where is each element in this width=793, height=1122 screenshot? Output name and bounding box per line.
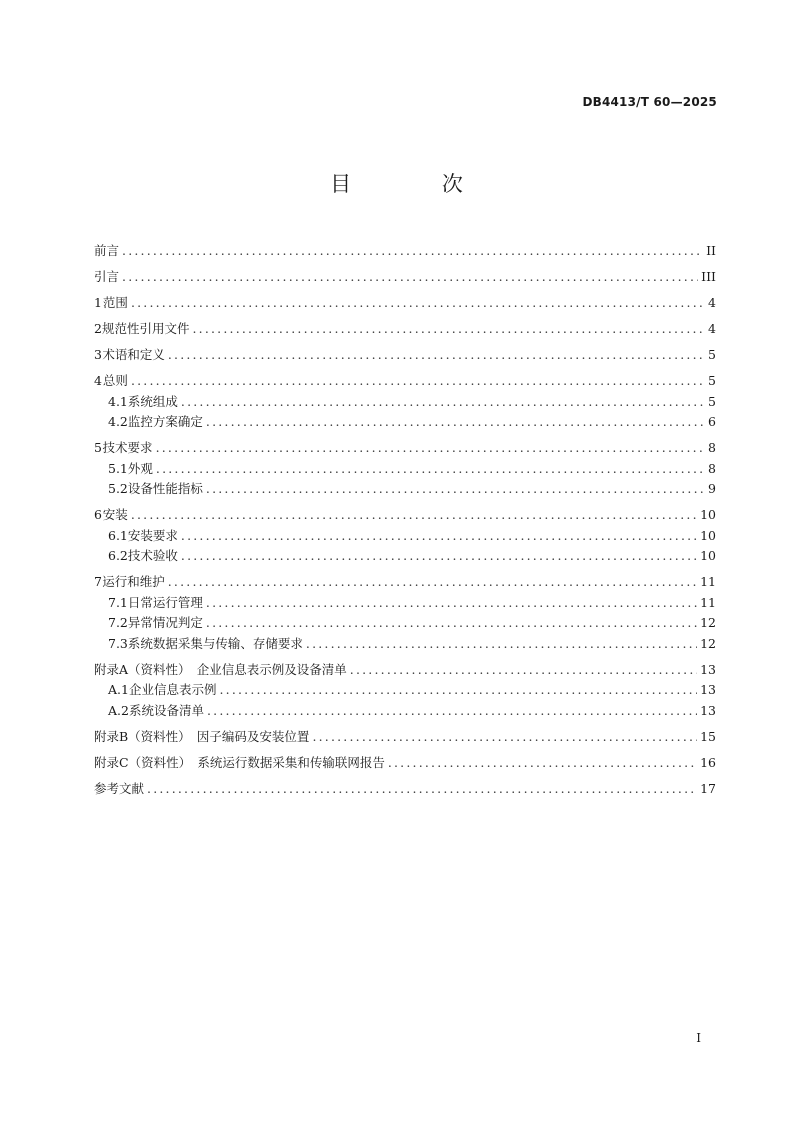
toc-entry[interactable] [94,412,716,433]
toc-entry[interactable] [94,634,716,655]
toc-leader-dots [192,321,705,336]
toc-entry-page: 16 [700,754,716,770]
toc-entry-page: 15 [700,728,716,744]
toc-entry[interactable] [94,701,716,722]
toc-entry[interactable] [94,459,716,480]
toc-entry-label: 监控方案确定 [127,414,203,429]
toc-entry-label: 附录C（资料性） 系统运行数据采集和传输联网报告 [94,754,385,770]
toc-entry-number: 1 [94,295,102,310]
toc-leader-dots [388,755,697,770]
toc-entry-page: 9 [708,481,716,496]
toc-leader-dots [206,414,705,429]
toc-entry-number: 5.2 [108,481,128,496]
toc-entry-label: 设备性能指标 [127,481,203,496]
page-number: I [696,1031,701,1045]
toc-entry-page: 13 [700,702,716,718]
toc-entry-page: 6 [708,414,716,429]
toc-entry-number: 2 [94,321,102,336]
toc-entry[interactable] [94,267,716,288]
toc-entry-label: 技术要求 [102,440,153,455]
toc-entry-number: 3 [94,347,102,362]
toc-entry-label: 附录A（资料性） 企业信息表示例及设备清单 [94,661,347,677]
toc-entry[interactable] [94,241,716,262]
toc-entry-label: 企业信息表示例 [128,682,217,697]
toc-entry-label: 范围 [102,295,128,310]
toc-entry-label: 运行和维护 [102,574,165,589]
toc-entry[interactable] [94,593,716,614]
toc-entry-label: 前言 [94,243,120,258]
toc-entry[interactable] [94,546,716,567]
toc-entry-number: 6.2 [108,548,128,563]
toc-entry-number: 4.2 [108,414,128,429]
toc-entry[interactable] [94,779,716,800]
toc-entry[interactable] [94,727,716,748]
toc-leader-dots [206,595,697,610]
toc-leader-dots [147,781,697,796]
toc-entry-label: 规范性引用文件 [101,321,190,336]
toc-entry-page: 10 [700,507,716,522]
toc-entry-page: 5 [708,373,716,388]
table-of-contents [94,241,716,799]
toc-entry-page: 11 [700,594,716,610]
toc-leader-dots [168,347,705,362]
toc-entry-page: 12 [700,635,716,651]
toc-entry-number: 6.1 [108,527,128,543]
toc-leader-dots [206,481,705,496]
toc-entry-page: 17 [700,780,716,796]
toc-entry-number: 4 [94,373,102,388]
toc-entry[interactable] [94,371,716,392]
toc-entry[interactable] [94,479,716,500]
toc-leader-dots [122,269,698,284]
toc-entry[interactable] [94,438,716,459]
toc-title: 目 次 [330,172,505,196]
toc-entry-label: 技术验收 [127,548,178,563]
toc-entry-number: A.2 [108,702,129,718]
toc-leader-dots [131,295,705,310]
toc-entry-label: 系统数据采集与传输、存储要求 [127,635,303,651]
toc-entry-page: 5 [708,347,716,362]
toc-entry-number: 4.1 [108,393,128,409]
toc-entry[interactable] [94,345,716,366]
document-code: DB4413/T 60—2025 [582,95,717,109]
toc-entry-label: 术语和定义 [102,347,165,362]
toc-leader-dots [156,440,705,455]
toc-entry-number: A.1 [108,682,129,697]
toc-entry-number: 5 [94,440,102,455]
toc-entry-number: 6 [94,507,102,522]
toc-entry-page: 4 [708,295,716,310]
toc-entry[interactable] [94,753,716,774]
toc-entry[interactable] [94,293,716,314]
toc-entry[interactable] [94,680,716,701]
toc-entry-label: 异常情况判定 [127,615,203,630]
toc-entry-label: 总则 [102,373,128,388]
toc-entry-number: 7 [94,574,102,589]
toc-entry-label: 参考文献 [94,780,145,796]
toc-entry[interactable] [94,392,716,413]
toc-leader-dots [181,548,697,563]
toc-entry-page: 13 [700,661,716,677]
toc-entry-page: 10 [700,548,716,563]
toc-leader-dots [131,373,705,388]
toc-entry-label: 附录B（资料性） 因子编码及安装位置 [94,728,310,744]
toc-entry-page: 13 [700,682,716,697]
toc-entry-page: 10 [700,527,716,543]
toc-entry-number: 7.3 [108,635,128,651]
toc-leader-dots [131,507,697,522]
toc-entry-page: 11 [700,574,716,589]
toc-entry-label: 日常运行管理 [127,594,203,610]
toc-entry-label: 引言 [94,269,120,284]
toc-entry-page: 8 [708,440,716,455]
toc-entry[interactable] [94,505,716,526]
toc-entry-page: 4 [708,321,716,336]
toc-entry[interactable] [94,660,716,681]
toc-leader-dots [168,574,697,589]
toc-entry-number: 7.1 [108,594,128,610]
toc-leader-dots [219,682,697,697]
toc-entry-page: 5 [708,393,716,409]
toc-leader-dots [122,243,703,258]
toc-leader-dots [350,662,697,677]
toc-entry-label: 系统组成 [127,393,178,409]
toc-entry[interactable] [94,526,716,547]
toc-entry-label: 安装要求 [127,527,178,543]
toc-entry-page: II [706,243,716,258]
toc-leader-dots [206,615,697,630]
toc-entry-number: 5.1 [108,460,128,476]
toc-leader-dots [306,636,697,651]
toc-leader-dots [181,528,697,543]
toc-entry-page: III [701,269,716,284]
toc-leader-dots [181,394,705,409]
toc-entry[interactable] [94,319,716,340]
toc-entry-label: 系统设备清单 [128,702,204,718]
toc-entry-label: 外观 [127,460,153,476]
toc-leader-dots [156,461,705,476]
toc-entry[interactable] [94,572,716,593]
toc-leader-dots [312,729,697,744]
toc-entry[interactable] [94,613,716,634]
toc-entry-page: 12 [700,615,716,630]
toc-entry-page: 8 [708,460,716,476]
toc-leader-dots [207,703,697,718]
toc-entry-number: 7.2 [108,615,128,630]
toc-entry-label: 安装 [102,507,128,522]
